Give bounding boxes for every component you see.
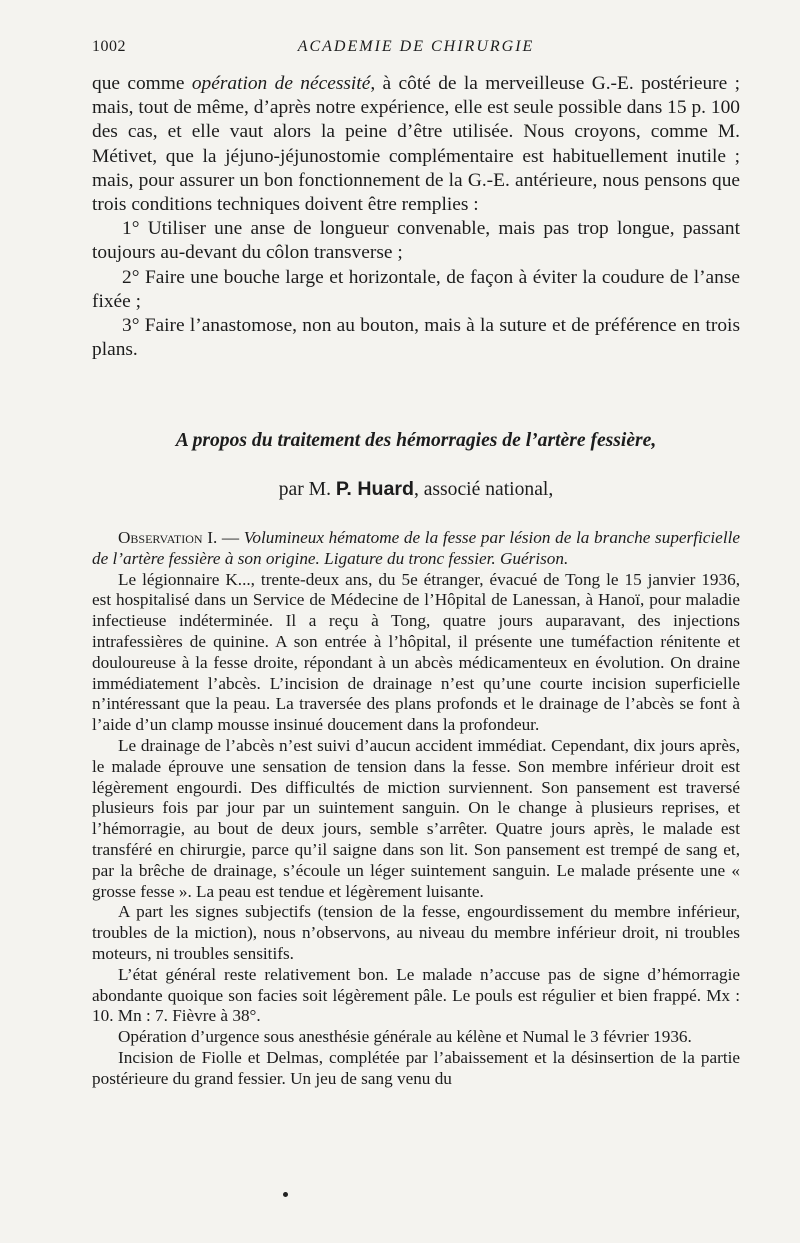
intro-text-rest: , à côté de la merveilleuse G.-E. postérieure ; mais, tout de même, d’après notre expérience, elle est seule possible dans 15 p. 100 des cas, et elle vaut alors la peine d’être utilisée. Nous croyons, comme M. Métivet, que la jéjuno-jéjunostomie complémentaire est habituellement inutile ; mais, pour assurer un bon fonctionnement de la G.-E. antérieure, nous pensons que trois conditions techniques doivent être remplies :: [92, 73, 741, 216]
observation-paragraph: Le légionnaire K..., trente-deux ans, du 5e étranger, évacué de Tong le 15 janvier 1936, est hospitalisé dans un Service de Médecine de l’Hôpital de Lanessan, à Hanoï, pour maladie infectieuse indéterminée. Il a reçu à Tong, quatre jours auparavant, des injections intrafessières de quinine. A son entrée à l’hôpital, il présente une tuméfaction rénitente et douloureuse à la fesse droite, répondant à un abcès médicamenteux en évolution. On draine immédiatement l’abcès. L’incision de drainage n’est qu’une courte incision superficielle n’intéressant que la peau. La traversée des plans profonds et le drainage de l’abcès se font à l’aide d’un clamp mousse insinué doucement dans la profondeur.: [92, 569, 740, 735]
page-header: [92, 38, 740, 58]
running-title: ACADEMIE DE CHIRURGIE: [297, 38, 535, 55]
observation-section: [92, 528, 740, 1090]
author-name: P. Huard: [335, 478, 414, 500]
observation-paragraph: Incision de Fiolle et Delmas, complétée par l’abaissement et la désinsertion de la partie postérieure du grand fessier. Un jeu de sang venu du: [92, 1047, 740, 1088]
observation-paragraph: Opération d’urgence sous anesthésie générale au kélène et Numal le 3 février 1936.: [118, 1027, 692, 1047]
observation-heading: [92, 528, 740, 570]
observation-dash: —: [217, 528, 244, 547]
byline-prefix: par M.: [278, 479, 336, 500]
ink-speck: [283, 1192, 288, 1197]
observation-paragraph: A part les signes subjectifs (tension de la fesse, engourdissement du membre inférieur, troubles de la miction), nous n’observons, au niveau du membre inférieur droit, ni troubles moteurs, ni troubles sensitifs.: [92, 902, 740, 963]
byline-suffix: , associé national,: [413, 479, 554, 500]
condition-item-1: 1° Utiliser une anse de longueur convenable, mais pas trop longue, passant toujours au-devant du côlon transverse ;: [92, 218, 740, 264]
observation-label: Observation I.: [118, 528, 218, 547]
condition-item-2: 2° Faire une bouche large et horizontale, de façon à éviter la coudure de l’anse fixée ;: [92, 266, 740, 312]
condition-item-3: 3° Faire l’anastomose, non au bouton, mais à la suture et de préférence en trois plans.: [92, 315, 740, 361]
intro-section: [92, 72, 740, 362]
intro-emphasis: opération de nécessité: [191, 73, 371, 94]
page-number: 1002: [92, 38, 126, 55]
intro-paragraph: [92, 72, 740, 217]
intro-text-start: que comme: [92, 73, 192, 94]
observation-summary: Volumineux hématome de la fesse par lésion de la branche superficielle de l’artère fessière à son origine. Ligature du tronc fessier. Guérison.: [92, 528, 740, 568]
article-byline: [92, 476, 740, 503]
observation-paragraph: L’état général reste relativement bon. Le malade n’accuse pas de signe d’hémorragie abondante quoique son facies soit légèrement pâle. Le pouls est régulier et bien frappé. Mx : 10. Mn : 7. Fièvre à 38°.: [92, 964, 740, 1026]
article-title: A propos du traitement des hémorragies de l’artère fessière,: [175, 430, 657, 451]
observation-paragraph: Le drainage de l’abcès n’est suivi d’aucun accident immédiat. Cependant, dix jours après, le malade éprouve une sensation de tension dans la fesse. Son membre inférieur droit est légèrement engourdi. Des difficultés de miction surviennent. Son pansement est traversé plusieurs fois par jour par un suintement sanguin. On le change à plusieurs reprises, et l’hémorragie, au bout de deux jours, semble s’arrêter. Quatre jours après, le malade est transféré en chirurgie, parce qu’il saigne dans son lit. Son pansement est trempé de sang et, par la brêche de drainage, s’écoule un léger suintement sanguin. Le malade présente une « grosse fesse ». La peau est tendue et légèrement luisante.: [92, 735, 740, 901]
